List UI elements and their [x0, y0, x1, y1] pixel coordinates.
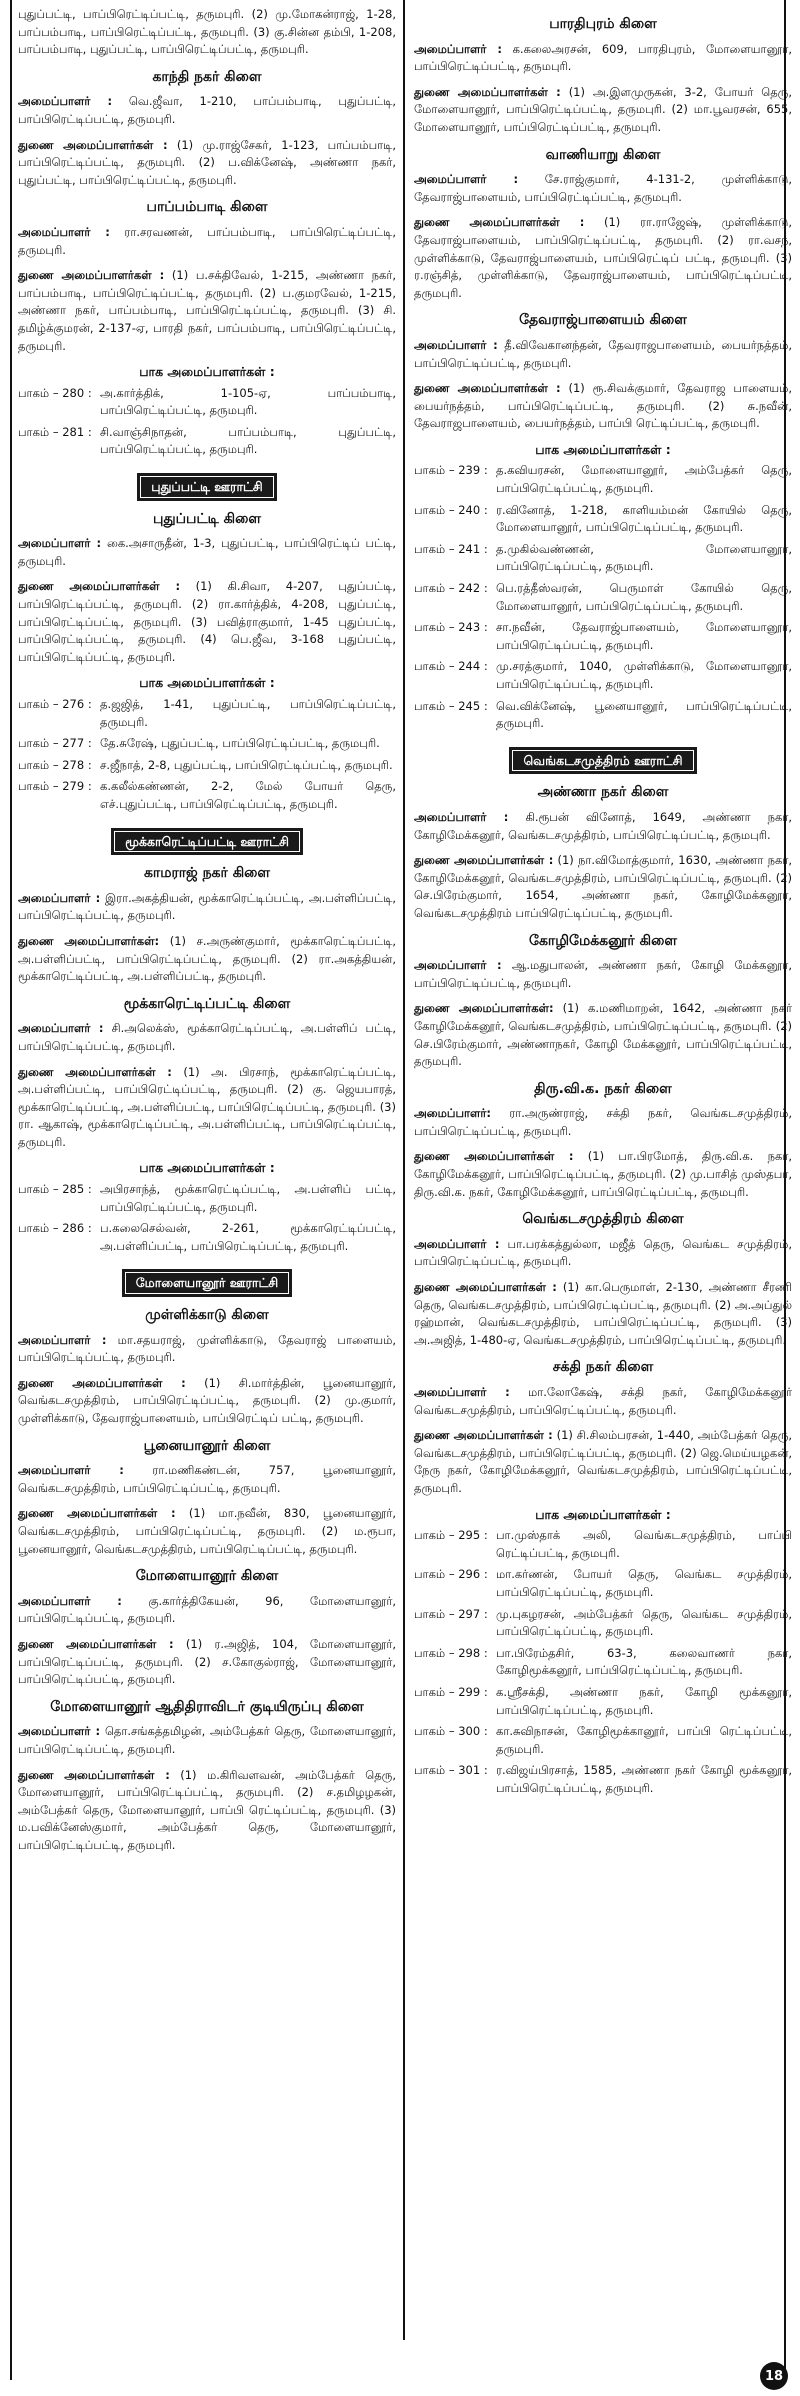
secretary-entry	[414, 957, 792, 992]
branch-title: கோழிமேக்கனூர் கிளை	[529, 932, 677, 949]
deputy-label: துணை அமைப்பாளர்கள் :	[18, 1767, 170, 1782]
branch-title: முள்ளிக்காடு கிளை	[145, 1307, 269, 1324]
deputy-label: துணை அமைப்பாளர்கள் :	[18, 137, 168, 152]
booth-number: பாகம் – 301 :	[414, 1763, 488, 1778]
deputy-entry	[18, 137, 396, 190]
branch-title: வெங்கடசமுத்திரம் கிளை	[522, 1211, 684, 1228]
panchayat-banner: வெங்கடசமுத்திரம் ஊராட்சி	[509, 747, 696, 775]
booth-text: அபிரசாந்த், மூக்காரெட்டிப்பட்டி, அ.பள்ளிப் பட்டி, பாப்பிரெட்டிப்பட்டி, தருமபுரி.	[100, 1182, 396, 1214]
secretary-text: வெ.ஜீவா, 1-210, பாப்பம்பாடி, புதுப்பட்டி, பாப்பிரெட்டிப்பட்டி, தருமபுரி.	[18, 94, 396, 126]
deputy-text: (1) க.மணிமாறன், 1642, அண்ணா நகர் கோழிமேக்கனூர், வெங்கடசமுத்திரம், பாப்பிரெட்டிப்பட்டி, தருமபுரி. (2) செ.பிரேம்குமார், அண்ணாநகர், கோழி மேக்கனூர், பாப்பிரெட்டிப்பட்டி, தருமபுரி.	[414, 1001, 793, 1069]
deputy-entry	[414, 1000, 792, 1070]
secretary-label: அமைப்பாளர் :	[18, 224, 110, 239]
deputy-entry	[414, 380, 792, 433]
secretary-text: க.கலைஅரசன், 609, பாரதிபுரம், மோளையானூர், பாப்பிரெட்டிப்பட்டி, தருமபுரி.	[414, 41, 793, 74]
booth-row	[414, 1645, 792, 1680]
secretary-label: அமைப்பாளர் :	[414, 1385, 510, 1399]
booth-number: பாகம் – 240 :	[414, 502, 488, 517]
secretary-label: அமைப்பாளர் :	[18, 1021, 104, 1036]
booth-row	[414, 1527, 792, 1562]
booth-text: சி.வாஞ்சிநாதன், பாப்பம்பாடி, புதுப்பட்டி, பாப்பிரெட்டிப்பட்டி, தருமபுரி.	[100, 424, 396, 457]
deputy-entry	[414, 84, 792, 137]
branch-title: அண்ணா நகர் கிளை	[537, 784, 669, 801]
booth-text: அ.கார்த்திக், 1-105-ஏ, பாப்பம்பாடி, பாப்பிரெட்டிப்பட்டி, தருமபுரி.	[100, 385, 396, 418]
deputy-entry	[18, 1375, 396, 1428]
booth-row	[18, 385, 396, 420]
secretary-text: சி.அலெக்ஸ், மூக்காரெட்டிப்பட்டி, அ.பள்ளிப் பட்டி, பாப்பிரெட்டிப்பட்டி, தருமபுரி.	[18, 1021, 397, 1053]
booth-text: ச.ஜீநாத், 2-8, புதுப்பட்டி, பாப்பிரெட்டிப்பட்டி, தருமபுரி.	[100, 757, 393, 772]
secretary-label: அமைப்பாளர் :	[414, 1236, 500, 1251]
secretary-entry	[18, 1020, 396, 1055]
secretary-label: அமைப்பாளர் :	[18, 1724, 101, 1739]
secretary-text: ரா.சரவணன், பாப்பம்பாடி, பாப்பிரெட்டிப்பட்டி, தருமபுரி.	[18, 224, 396, 257]
deputy-label: துணை அமைப்பாளர்கள்:	[414, 1001, 554, 1016]
deputy-text: (1) அ. பிரசாந், மூக்காரெட்டிப்பட்டி, அ.பள்ளிப்பட்டி, பாப்பிரெட்டிப்பட்டி, தருமபுரி. (2) கு. ஜெயபாரத், மூக்காரெட்டிப்பட்டி, அ.பள்ளிப்பட்டி, பாப்பிரெட்டிப்பட்டி, தருமபுரி. (3) ரா. ஆகாஷ், மூக்காரெட்டிப்பட்டி, அ.பள்ளிப்பட்டி, பாப்பிரெட்டிப்பட்டி, தருமபுரி.	[18, 1064, 396, 1149]
booth-number: பாகம் – 239 :	[414, 463, 488, 478]
secretary-entry	[414, 337, 792, 372]
booth-number: பாகம் – 297 :	[414, 1606, 488, 1621]
booth-number: பாகம் – 296 :	[414, 1567, 488, 1582]
secretary-text: ரா.மணிகண்டன், 757, பூனையானூர், வெங்கடசமுத்திரம், பாப்பிரெட்டிப்பட்டி, தருமபுரி.	[18, 1463, 397, 1495]
deputy-entry	[414, 1279, 792, 1349]
booth-text: ப.கலைசெல்வன், 2-261, மூக்காரெட்டிப்பட்டி, அ.பள்ளிப்பட்டி, பாப்பிரெட்டிப்பட்டி, தருமபுரி.	[100, 1221, 396, 1253]
booth-text: க.ஸ்ரீசக்தி, அண்ணா நகர், கோழி மூக்கனூர், பாப்பிரெட்டிப்பட்டி, தருமபுரி.	[496, 1684, 792, 1717]
booth-text: சா.நவீன், தேவராஜ்பாளையம், மோளையானூர், பாப்பிரெட்டிப்பட்டி, தருமபுரி.	[496, 620, 792, 652]
secretary-text: சே.ராஜ்குமார், 4-131-2, முள்ளிக்காடு, தேவராஜ்பாளையம், பாப்பிரெட்டிப்பட்டி, தருமபுரி.	[414, 172, 793, 204]
deputy-entry	[18, 1636, 396, 1689]
branch-title: மோளையானூர் கிளை	[135, 1568, 279, 1585]
booth-number: பாகம் – 280 :	[18, 385, 92, 400]
intro-text: புதுப்பட்டி, பாப்பிரெட்டிப்பட்டி, தருமபுரி. (2) மு.மோகன்ராஜ், 1-28, பாப்பம்பாடி, பாப்பிரெட்டிப்பட்டி, தருமபுரி. (3) கு.சின்ன தம்பி, 1-208, பாப்பம்பாடி, புதுப்பட்டி, பாப்பிரெட்டிப்பட்டி, தருமபுரி.	[18, 7, 396, 57]
branch-title: புதுப்பட்டி கிளை	[153, 510, 261, 527]
branch-title: மூக்காரெட்டிப்பட்டி கிளை	[123, 995, 291, 1012]
booth-text: த.முகில்வண்ணன், மோளையானூர், பாப்பிரெட்டிப்பட்டி, தருமபுரி.	[496, 541, 792, 574]
secretary-entry	[18, 224, 396, 259]
deputy-label: துணை அமைப்பாளர்கள் :	[414, 215, 585, 230]
deputy-entry	[414, 214, 792, 302]
booth-row	[414, 1684, 792, 1719]
booth-row	[18, 735, 396, 753]
booth-row	[414, 462, 792, 497]
booth-text: வெ.விக்னேஷ், பூனையானூர், பாப்பிரெட்டிப்பட்டி, தருமபுரி.	[496, 698, 792, 731]
booth-text: மு.புகழரசன், அம்பேத்கர் தெரு, வெங்கட சமுத்திரம், பாப்பிரெட்டிப்பட்டி, தருமபுரி.	[496, 1606, 792, 1639]
booth-row	[18, 1181, 396, 1216]
booth-heading: பாக அமைப்பாளர்கள் :	[139, 364, 275, 380]
secretary-label: அமைப்பாளர் :	[18, 1332, 107, 1347]
deputy-text: (1) ரூ.சிவக்குமார், தேவராஜ பாளையம், பையர்நத்தம், பாப்பிரெட்டிப்பட்டி, தருமபுரி. (2) சு.நவீன், தேவராஜபாளையம், பையர்நத்தம், பாப்பி ரெட்டிப்பட்டி, தருமபுரி.	[414, 381, 793, 431]
panchayat-banner: மோளையானூர் ஊராட்சி	[122, 1269, 292, 1297]
secretary-label: அமைப்பாளர்:	[414, 1106, 492, 1121]
booth-heading: பாக அமைப்பாளர்கள் :	[139, 675, 275, 691]
secretary-entry	[414, 171, 792, 206]
secretary-label: அமைப்பாளர் :	[18, 1593, 122, 1608]
secretary-entry	[414, 809, 792, 844]
panchayat-banner: புதுப்பட்டி ஊராட்சி	[137, 473, 276, 501]
booth-row	[414, 580, 792, 615]
secretary-entry	[18, 1332, 396, 1367]
deputy-label: துணை அமைப்பாளர்கள் :	[18, 268, 165, 283]
booth-number: பாகம் – 278 :	[18, 757, 92, 772]
branch-title: பாரதிபுரம் கிளை	[549, 16, 657, 32]
booth-text: பா.பிரேம்தசிர், 63-3, கலைவாணர் நகர், கோழிமூக்கனூர், பாப்பிரெட்டிப்பட்டி, தருமபுரி.	[496, 1645, 792, 1678]
branch-title: பூனையானூர் கிளை	[143, 1437, 271, 1454]
booth-number: பாகம் – 295 :	[414, 1528, 488, 1543]
secretary-entry	[414, 41, 792, 76]
secretary-entry	[414, 1384, 792, 1419]
left-column	[18, 6, 396, 1862]
deputy-label: துணை அமைப்பாளர்கள் :	[414, 1149, 574, 1164]
booth-row	[414, 541, 792, 576]
deputy-text: (1) ரா.ராஜேஷ், முள்ளிக்காடு, தேவராஜ்பாளையம், பாப்பிரெட்டிப்பட்டி, தருமபுரி. (2) ரா.வசந், முள்ளிக்காடு, தேவராஜ்பாளையம், பாப்பிரெட்டிப் பட்டி, தருமபுரி. (3) ர.ரஞ்சித், முள்ளிக்காடு, தேவராஜ்பாளையம், பாப்பிரெட்டிப்பட்டி, தருமபுரி.	[414, 215, 792, 300]
deputy-text: (1) ர.அஜித், 104, மோளையானூர், பாப்பிரெட்டிப்பட்டி, தருமபுரி. (2) ச.கோகுல்ராஜ், மோளையானூர், பாப்பிரெட்டிப்பட்டி, தருமபுரி.	[18, 1636, 396, 1687]
secretary-text: மா.சதயராஜ், முள்ளிக்காடு, தேவராஜ் பாளையம், பாப்பிரெட்டிப்பட்டி, தருமபுரி.	[18, 1332, 396, 1365]
page-number-badge: 18	[760, 2362, 788, 2390]
booth-text: த.ஜஜித், 1-41, புதுப்பட்டி, பாப்பிரெட்டிப்பட்டி, தருமபுரி.	[100, 697, 396, 729]
secretary-entry	[18, 535, 396, 570]
secretary-text: தொ.சங்கத்தமிழன், அம்பேத்கர் தெரு, மோளையானூர், பாப்பிரெட்டிப்பட்டி, தருமபுரி.	[18, 1724, 397, 1756]
deputy-entry	[414, 852, 792, 922]
deputy-text: (1) அ.இளமுருகன், 3-2, போயர் தெரு, மோளையானூர், பாப்பிரெட்டிப்பட்டி, தருமபுரி. (2) மா.பூவரசன், 655, மோளையானூர், பாப்பிரெட்டிப்பட்டி, தருமபுரி.	[414, 84, 792, 134]
deputy-entry	[414, 1148, 792, 1201]
deputy-entry	[18, 1064, 396, 1152]
secretary-entry	[18, 890, 396, 925]
deputy-entry	[18, 933, 396, 986]
booth-heading: பாக அமைப்பாளர்கள் :	[535, 1506, 671, 1522]
booth-row	[414, 1762, 792, 1797]
booth-text: ர.விஜய்பிரசாத், 1585, அண்ணா நகர் கோழி மூக்கனூர், பாப்பிரெட்டிப்பட்டி, தருமபுரி.	[496, 1763, 792, 1795]
deputy-label: துணை அமைப்பாளர்கள் :	[18, 1064, 172, 1079]
booth-number: பாகம் – 299 :	[414, 1684, 488, 1699]
deputy-text: (1) பா.பிரமோத், திரு.வி.க. நகர், கோழிமேக்கனூர், பாப்பிரெட்டிப்பட்டி, தருமபுரி. (2) மு.பாசித் முஸ்தபா, திரு.வி.க. நகர், கோழிமேக்கனூர், பாப்பிரெட்டிப்பட்டி, தருமபுரி.	[414, 1149, 792, 1199]
secretary-label: அமைப்பாளர் :	[18, 890, 101, 905]
booth-row	[18, 696, 396, 731]
deputy-label: துணை அமைப்பாளர்கள் :	[414, 381, 561, 396]
secretary-label: அமைப்பாளர் :	[414, 809, 509, 824]
booth-text: கா.சுவிநாசன், கோழிமூக்கானூர், பாப்பி ரெட்டிப்பட்டி, தருமபுரி.	[496, 1724, 792, 1756]
booth-number: பாகம் – 241 :	[414, 541, 488, 556]
secretary-label: அமைப்பாளர் :	[414, 172, 519, 187]
branch-title: திரு.வி.க. நகர் கிளை	[534, 1080, 672, 1097]
column-divider-rule	[403, 0, 405, 2340]
booth-number: பாகம் – 243 :	[414, 620, 488, 635]
booth-heading: பாக அமைப்பாளர்கள் :	[139, 1160, 275, 1176]
right-column	[414, 6, 792, 1801]
booth-text: மு.சரத்குமார், 1040, முள்ளிக்காடு, மோளையானூர், பாப்பிரெட்டிப்பட்டி, தருமபுரி.	[496, 659, 792, 691]
secretary-text: இரா.அகத்தியன், மூக்காரெட்டிப்பட்டி, அ.பள்ளிப்பட்டி, பாப்பிரெட்டிப்பட்டி, தருமபுரி.	[18, 890, 397, 923]
deputy-entry	[18, 267, 396, 355]
booth-number: பாகம் – 281 :	[18, 424, 92, 439]
deputy-text: (1) ப.சக்திவேல், 1-215, அண்ணா நகர், பாப்பம்பாடி, பாப்பிரெட்டிப்பட்டி, தருமபுரி. (2) ப.குமரவேல், 1-215, அண்ணா நகர், பாப்பம்பாடி, பாப்பிரெட்டிப்பட்டி, தருமபுரி. (3) சி. தமிழ்க்குமரன், 2-137-ஏ, பாரதி நகர், பாப்பம்பாடி, பாப்பிரெட்டிப்பட்டி, தருமபுரி.	[18, 268, 397, 353]
branch-title: வாணியாறு கிளை	[545, 146, 661, 163]
deputy-label: துணை அமைப்பாளர்கள் :	[18, 1506, 176, 1521]
secretary-label: அமைப்பாளர் :	[18, 94, 113, 109]
booth-row	[414, 1606, 792, 1641]
deputy-label: துணை அமைப்பாளர்கள் :	[414, 84, 561, 99]
branch-title: தேவராஜ்பாளையம் கிளை	[519, 312, 687, 329]
booth-number: பாகம் – 242 :	[414, 581, 488, 596]
secretary-entry	[414, 1236, 792, 1271]
booth-number: பாகம் – 279 :	[18, 779, 92, 794]
branch-title: காமராஜ் நகர் கிளை	[143, 865, 271, 882]
branch-title: பாப்பம்பாடி கிளை	[146, 199, 268, 216]
booth-row	[18, 1220, 396, 1255]
booth-text: க.கலீல்கண்ணன், 2-2, மேல் போயர் தெரு, எச்.புதுப்பட்டி, பாப்பிரெட்டிப்பட்டி, தருமபுரி.	[100, 779, 396, 811]
deputy-text: (1) கி.சிவா, 4-207, புதுப்பட்டி, பாப்பிரெட்டிப்பட்டி, தருமபுரி. (2) ரா.கார்த்திக், 4-208, புதுப்பட்டி, பாப்பிரெட்டிப்பட்டி, தருமபுரி. (3) பவித்ராகுமார், 1-45 புதுப்பட்டி, பாப்பிரெட்டிப்பட்டி, தருமபுரி. (4) பெ.ஜீவ, 3-168 புதுப்பட்டி, பாப்பிரெட்டிப்பட்டி, தருமபுரி.	[18, 579, 396, 664]
booth-number: பாகம் – 286 :	[18, 1221, 92, 1236]
deputy-text: (1) நா.விமோத்குமார், 1630, அண்ணா நகர், கோழிமேக்கனூர், வெங்கடசமுத்திரம், பாப்பிரெட்டிப்பட்டி, தருமபுரி. (2) செ.பிரேம்குமார், 1654, அண்ணா நகர், கோழிமேக்கனூர், வெங்கடசமுத்திரம் பாப்பிரெட்டிப்பட்டி, தருமபுரி.	[414, 853, 792, 920]
secretary-label: அமைப்பாளர் :	[414, 41, 502, 56]
booth-row	[414, 1723, 792, 1758]
deputy-text: (1) மு.ராஜ்சேகர், 1-123, பாப்பம்பாடி, பாப்பிரெட்டிப்பட்டி, தருமபுரி. (2) ப.விக்னேஷ், அண்ணா நகர், புதுப்பட்டி, பாப்பிரெட்டிப்பட்டி, தருமபுரி.	[18, 137, 396, 187]
booth-row	[18, 778, 396, 813]
secretary-text: ரா.அருண்ராஜ், சக்தி நகர், வெங்கடசமுத்திரம், பாப்பிரெட்டிப்பட்டி, தருமபுரி.	[414, 1106, 792, 1138]
branch-title: மோளையானூர் ஆதிதிராவிடர் குடியிருப்பு கிளை	[50, 1698, 364, 1715]
secretary-text: ஆ.மதுபாலன், அண்ணா நகர், கோழி மேக்கனூர், பாப்பிரெட்டிப்பட்டி, தருமபுரி.	[414, 958, 792, 990]
deputy-label: துணை அமைப்பாளர்கள் :	[18, 1636, 174, 1651]
secretary-entry	[18, 1593, 396, 1628]
deputy-text: (1) ச.அருண்குமார், மூக்காரெட்டிப்பட்டி, அ.பள்ளிப்பட்டி, பாப்பிரெட்டிப்பட்டி, தருமபுரி. (2) ரா.அகத்தியன், மூக்காரெட்டிப்பட்டி, அ.பள்ளிப்பட்டி, தருமபுரி.	[18, 933, 397, 984]
booth-text: த.கவியரசன், மோளையானூர், அம்பேத்கர் தெரு, பாப்பிரெட்டிப்பட்டி, தருமபுரி.	[496, 463, 792, 496]
deputy-entry	[18, 1767, 396, 1855]
secretary-label: அமைப்பாளர் :	[18, 1463, 124, 1478]
secretary-label: அமைப்பாளர் :	[414, 958, 502, 973]
booth-number: பாகம் – 276 :	[18, 697, 92, 711]
secretary-entry	[18, 93, 396, 128]
secretary-entry	[18, 1723, 396, 1758]
deputy-label: துணை அமைப்பாளர்கள் :	[18, 579, 181, 594]
secretary-label: அமைப்பாளர் :	[18, 536, 102, 551]
deputy-label: துணை அமைப்பாளர்கள் :	[18, 1375, 186, 1390]
left-border-rule	[10, 0, 12, 2380]
secretary-text: பா.பரக்கத்துல்லா, மஜீத் தெரு, வெங்கட சமுத்திரம், பாப்பிரெட்டிப்பட்டி, தருமபுரி.	[414, 1236, 793, 1269]
deputy-entry	[18, 578, 396, 666]
panchayat-banner: மூக்காரெட்டிப்பட்டி ஊராட்சி	[111, 828, 303, 856]
booth-text: பெ.ரத்தீஸ்வரன், பெருமாள் கோயில் தெரு, மோளையானூர், பாப்பிரெட்டிப்பட்டி, தருமபுரி.	[496, 581, 792, 613]
secretary-entry	[18, 1462, 396, 1497]
branch-title: காந்தி நகர் கிளை	[152, 68, 262, 85]
booth-number: பாகம் – 285 :	[18, 1182, 92, 1197]
booth-number: பாகம் – 300 :	[414, 1724, 488, 1739]
deputy-text: (1) சி.சிலம்பரசன், 1-440, அம்பேத்கர் தெரு, வெங்கடசமுத்திரம், பாப்பிரெட்டிப்பட்டி, தருமபுரி. (2) ஜெ.மெய்யழகன், நேரு நகர், கோழிமேக்கனூர், வெங்கடசமுத்திரம், பாப்பிரெட்டிப்பட்டி, தருமபுரி.	[414, 1428, 793, 1495]
secretary-text: கி.ரூபன் வினோத், 1649, அண்ணா நகர், கோழிமேக்கனூர், வெங்கடசமுத்திரம், பாப்பிரெட்டிப்பட்டி, தருமபுரி.	[414, 809, 793, 842]
deputy-label: துணை அமைப்பாளர்கள் :	[414, 1428, 553, 1443]
booth-number: பாகம் – 244 :	[414, 659, 488, 674]
deputy-text: (1) சி.மார்த்தின், பூனையானூர், வெங்கடசமுத்திரம், பாப்பிரெட்டிப்பட்டி, தருமபுரி. (2) மு.குமார், முள்ளிக்காடு, தேவராஜ்பாளையம், பாப்பிரெட்டிப் பட்டி, தருமபுரி.	[18, 1375, 396, 1425]
booth-number: பாகம் – 298 :	[414, 1645, 488, 1660]
deputy-label: துணை அமைப்பாளர்கள் :	[414, 853, 554, 868]
booth-heading: பாக அமைப்பாளர்கள் :	[535, 441, 671, 457]
secretary-text: தீ.விவேகானந்தன், தேவராஜபாளையம், பையர்நத்தம், பாப்பிரெட்டிப்பட்டி, தருமபுரி.	[414, 337, 793, 370]
secretary-label: அமைப்பாளர் :	[414, 337, 498, 352]
booth-text: பா.முஸ்தாக் அலி, வெங்கடசமுத்திரம், பாப்பி ரெட்டிப்பட்டி, தருமபுரி.	[496, 1528, 792, 1560]
deputy-entry	[414, 1427, 792, 1497]
booth-text: மா.கர்ணன், போயர் தெரு, வெங்கட சமுத்திரம், பாப்பிரெட்டிப்பட்டி, தருமபுரி.	[496, 1567, 792, 1599]
booth-row	[414, 619, 792, 654]
deputy-label: துணை அமைப்பாளர்கள்:	[18, 933, 160, 948]
booth-number: பாகம் – 277 :	[18, 736, 92, 751]
booth-number: பாகம் – 245 :	[414, 698, 488, 713]
secretary-text: கு.கார்த்திகேயன், 96, மோளையானூர், பாப்பிரெட்டிப்பட்டி, தருமபுரி.	[18, 1593, 397, 1626]
deputy-text: (1) ம.கிரிவளவன், அம்பேத்கர் தெரு, மோளையானூர், பாப்பிரெட்டிப்பட்டி, தருமபுரி. (2) ச.தமிழழகன், அம்பேத்கர் தெரு, மோளையானூர், பாப்பி ரெட்டிப்பட்டி, தருமபுரி. (3) ம.பவிக்னேஸ்குமார், அம்பேத்கர் தெரு, மோளையானூர், பாப்பிரெட்டிப்பட்டி, தருமபுரி.	[18, 1767, 396, 1852]
booth-text: ர.வினோத், 1-218, காளியம்மன் கோயில் தெரு, மோளையானூர், பாப்பிரெட்டிப்பட்டி, தருமபுரி.	[496, 502, 792, 535]
booth-row	[414, 658, 792, 693]
deputy-text: (1) கா.பெருமாள், 2-130, அண்ணா சீரணி தெரு, வெங்கடசமுத்திரம், பாப்பிரெட்டிப்பட்டி, தருமபுரி. (2) அ.அப்துல் ரஹ்மான், வெங்கடசமுத்திரம், பாப்பிரெட்டிப்பட்டி, தருமபுரி. (3) அ.அஜித், 1-480-ஏ, வெங்கடசமுத்திரம், பாப்பிரெட்டிப்பட்டி, தருமபுரி.	[414, 1280, 792, 1347]
booth-row	[18, 424, 396, 459]
deputy-label: துணை அமைப்பாளர்கள் :	[414, 1280, 557, 1295]
booth-row	[414, 1566, 792, 1601]
secretary-text: மா.லோகேஷ், சக்தி நகர், கோழிமேக்கனூர் வெங்கடசமுத்திரம், பாப்பிரெட்டிப்பட்டி, தருமபுரி.	[414, 1385, 792, 1417]
booth-text: தே.சுரேஷ், புதுப்பட்டி, பாப்பிரெட்டிப்பட்டி, தருமபுரி.	[100, 736, 380, 751]
secretary-entry	[414, 1105, 792, 1140]
secretary-text: கை.அசாருதீன், 1-3, புதுப்பட்டி, பாப்பிரெட்டிப் பட்டி, தருமபுரி.	[18, 536, 396, 568]
deputy-text: (1) மா.நவீன், 830, பூனையானூர், வெங்கடசமுத்திரம், பாப்பிரெட்டிப்பட்டி, தருமபுரி. (2) ம.ரூபா, பூனையானூர், வெங்கடசமுத்திரம், பாப்பிரெட்டிப்பட்டி, தருமபுரி.	[18, 1506, 396, 1556]
booth-row	[414, 698, 792, 733]
booth-row	[18, 757, 396, 775]
deputy-entry	[18, 1505, 396, 1558]
branch-title: சக்தி நகர் கிளை	[552, 1359, 654, 1376]
booth-row	[414, 502, 792, 537]
